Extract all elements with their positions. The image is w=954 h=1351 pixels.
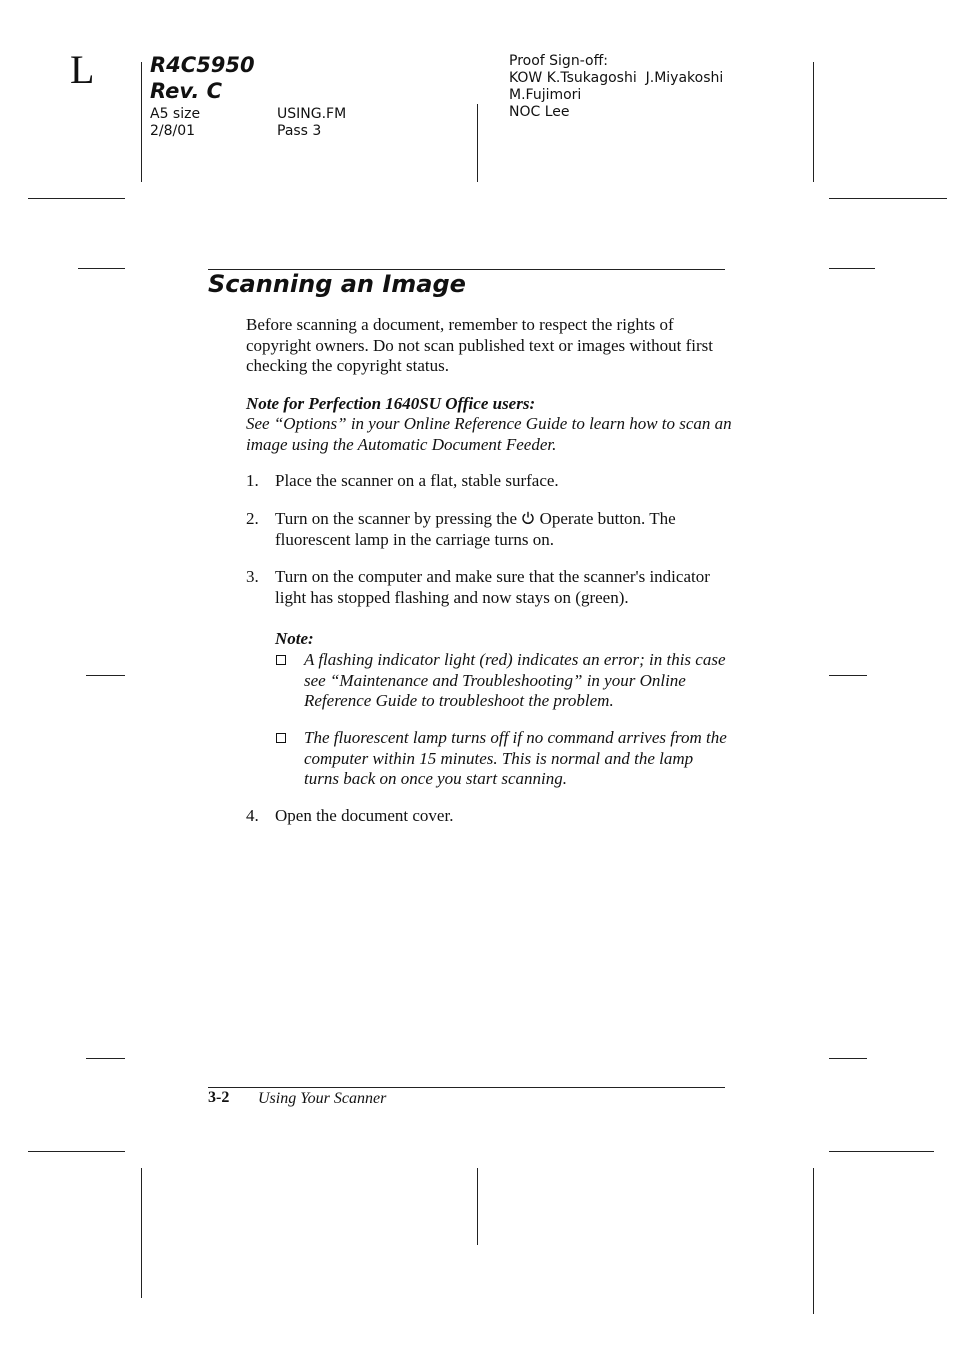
step-text: Open the document cover. [275,806,454,825]
crop-mark [829,1058,867,1059]
print-date: 2/8/01 [150,123,196,139]
file-name: USING.FM [277,106,347,122]
crop-mark [141,1168,142,1298]
proof-line: KOW K.Tsukagoshi J.Miyakoshi [509,70,724,86]
proof-line: M.Fujimori [509,87,582,103]
intro-paragraph: Before scanning a document, remember to respect the rights of copyright owners. Do not scan published text or images without first checking the copyright status. [246,315,713,375]
paper-size: A5 size [150,106,201,122]
step-number: 2. [246,509,259,528]
crop-mark [141,62,142,182]
pass-number: Pass 3 [277,123,322,139]
revision: Rev. C [150,79,223,103]
note-heading: Note for Perfection 1640SU Office users: [246,394,536,413]
crop-mark [813,1168,814,1314]
step-text-before: Turn on the scanner by pressing the [275,509,518,528]
note-bullet: The fluorescent lamp turns off if no command arrives from the computer within 15 minutes. This is normal and the lamp turns back on once you start scanning. [304,728,727,788]
crop-mark [829,1151,934,1152]
crop-mark [813,62,814,182]
step-number: 4. [246,806,259,825]
step-number: 1. [246,471,259,490]
checkbox-bullet-icon [276,655,286,665]
crop-mark [86,1058,125,1059]
step-text: Turn on the computer and make sure that the scanner's indicator light has stopped flashing and now stays on (green). [275,567,710,607]
sub-note-heading: Note: [275,629,314,648]
checkbox-bullet-icon [276,733,286,743]
proof-line: Proof Sign-off: [509,53,608,69]
crop-mark [477,104,478,182]
proof-signoff [509,53,723,121]
chapter-title: Using Your Scanner [258,1090,387,1107]
model-number: R4C5950 [150,53,255,77]
crop-mark [86,675,125,676]
footer-rule [208,1087,725,1088]
proof-line: NOC Lee [509,104,570,120]
crop-mark [829,198,947,199]
page-number: 3-2 [208,1089,230,1106]
document-code [150,52,255,104]
crop-mark [78,268,125,269]
page-side-mark: L [70,47,95,92]
crop-mark [477,1168,478,1245]
crop-mark [829,675,867,676]
note-text: See “Options” in your Online Reference Guide to learn how to scan an image using the Automatic Document Feeder. [246,414,732,454]
note-bullet: A flashing indicator light (red) indicates an error; in this case see “Maintenance and Troubleshooting” in your Online Reference Guide to troubleshoot the problem. [304,650,726,710]
page-title: Scanning an Image [208,270,466,298]
step-number: 3. [246,567,259,586]
crop-mark [829,268,875,269]
crop-mark [28,198,125,199]
power-icon [521,510,535,524]
step-text-after: Operate button. The fluorescent lamp in the carriage turns on. [275,509,676,549]
crop-mark [28,1151,125,1152]
step-text: Place the scanner on a flat, stable surface. [275,471,559,490]
step-text [275,509,725,550]
